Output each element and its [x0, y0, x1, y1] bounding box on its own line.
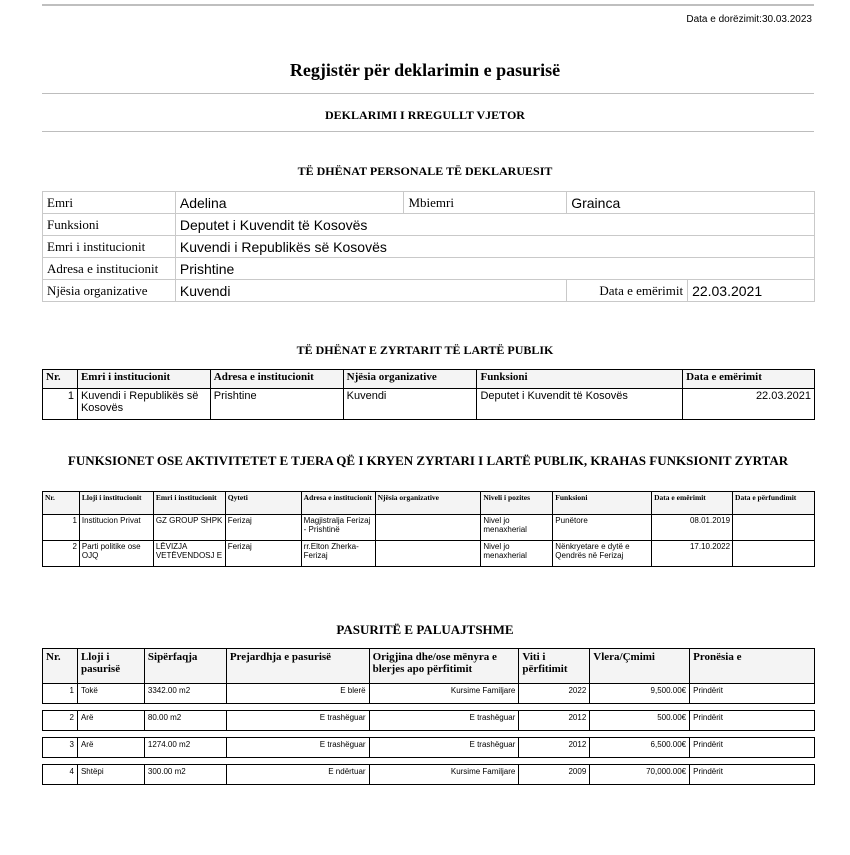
- submission-date: Data e dorëzimit:30.03.2023: [686, 14, 812, 25]
- table-cell: Nivel jo menaxherial: [481, 515, 553, 541]
- table-cell: Deputet i Kuvendit të Kosovës: [477, 389, 683, 420]
- unit-label: Njësia organizative: [43, 280, 176, 302]
- table-row: [43, 765, 815, 785]
- last-name-label: Mbiemri: [404, 192, 567, 214]
- column-header: Adresa e institucionit: [301, 492, 375, 515]
- table-cell: Magjistralja Ferizaj - Prishtinë: [301, 515, 375, 541]
- table-cell: 80.00 m2: [144, 711, 226, 731]
- table-cell: 2: [43, 541, 80, 567]
- table-cell: E trashëguar: [226, 738, 369, 758]
- column-header: Pronësia e: [690, 649, 815, 684]
- table-cell: 08.01.2019: [652, 515, 733, 541]
- column-header: Vlera/Çmimi: [590, 649, 690, 684]
- table-cell: 17.10.2022: [652, 541, 733, 567]
- column-header: Nr.: [43, 649, 78, 684]
- column-header: Njësia organizative: [343, 370, 477, 389]
- divider: [42, 131, 814, 132]
- address-label: Adresa e institucionit: [43, 258, 176, 280]
- unit-value: Kuvendi: [175, 280, 566, 302]
- table-cell: 1: [43, 684, 78, 704]
- table-cell: Kursime Familjare: [369, 765, 519, 785]
- table-cell: [375, 515, 481, 541]
- table-cell: E trashëguar: [369, 711, 519, 731]
- table-cell: Kuvendi i Republikës së Kosovës: [77, 389, 210, 420]
- column-header: Njësia organizative: [375, 492, 481, 515]
- last-name-value: Grainca: [567, 192, 815, 214]
- table-cell: 1: [43, 389, 78, 420]
- personal-section-title: TË DHËNAT PERSONALE TË DEKLARUESIT: [297, 164, 553, 178]
- activities-section-title: FUNKSIONET OSE AKTIVITETET E TJERA QË I KRYEN ZYRTARI I LARTË PUBLIK, KRAHAS FUNKSIONIT ZYRTAR: [67, 453, 789, 468]
- column-header: Prejardhja e pasurisë: [226, 649, 369, 684]
- column-header: Emri i institucionit: [77, 370, 210, 389]
- column-header: Qyteti: [225, 492, 301, 515]
- function-label: Funksioni: [43, 214, 176, 236]
- table-cell: E trashëguar: [226, 711, 369, 731]
- column-header: Funksioni: [553, 492, 652, 515]
- column-header: Data e emërimit: [683, 370, 815, 389]
- table-row: [43, 711, 815, 731]
- table-cell: 300.00 m2: [144, 765, 226, 785]
- table-cell: 1274.00 m2: [144, 738, 226, 758]
- table-cell: E blerë: [226, 684, 369, 704]
- table-cell: Nivel jo menaxherial: [481, 541, 553, 567]
- column-header: Nr.: [43, 370, 78, 389]
- first-name-value: Adelina: [175, 192, 404, 214]
- official-table: [42, 369, 815, 420]
- table-cell: Institucion Privat: [79, 515, 153, 541]
- table-cell: 70,000.00€: [590, 765, 690, 785]
- table-cell: Nënkryetare e dytë e Qendrës në Ferizaj: [553, 541, 652, 567]
- table-cell: [733, 541, 815, 567]
- table-cell: 6,500.00€: [590, 738, 690, 758]
- top-border: [42, 4, 814, 6]
- institution-value: Kuvendi i Republikës së Kosovës: [175, 236, 814, 258]
- table-cell: Prishtine: [210, 389, 343, 420]
- table-cell: 9,500.00€: [590, 684, 690, 704]
- column-header: Niveli i pozites: [481, 492, 553, 515]
- table-cell: Kuvendi: [343, 389, 477, 420]
- table-cell: Prindërit: [690, 684, 815, 704]
- column-header: Viti i përfitimit: [519, 649, 590, 684]
- column-header: Nr.: [43, 492, 80, 515]
- activities-table: [42, 491, 815, 567]
- column-header: Adresa e institucionit: [210, 370, 343, 389]
- table-row: [43, 541, 815, 567]
- table-cell: Kursime Familjare: [369, 684, 519, 704]
- table-row: [43, 738, 815, 758]
- table-cell: Parti politike ose OJQ: [79, 541, 153, 567]
- table-cell: 22.03.2021: [683, 389, 815, 420]
- table-cell: Arë: [77, 738, 144, 758]
- table-row: [43, 684, 815, 704]
- table-cell: E trashëguar: [369, 738, 519, 758]
- appointment-label: Data e emërimit: [567, 280, 688, 302]
- table-cell: LËVIZJA VETËVENDOSJ E: [153, 541, 225, 567]
- appointment-value: 22.03.2021: [688, 280, 815, 302]
- declaration-type: DEKLARIMI I RREGULLT VJETOR: [325, 108, 525, 122]
- table-cell: 2012: [519, 738, 590, 758]
- table-cell: Prindërit: [690, 765, 815, 785]
- table-row: [43, 389, 815, 420]
- column-header: Emri i institucionit: [153, 492, 225, 515]
- table-cell: Prindërit: [690, 711, 815, 731]
- official-section-title: TË DHËNAT E ZYRTARIT TË LARTË PUBLIK: [296, 343, 554, 357]
- table-cell: Tokë: [77, 684, 144, 704]
- page-title: Regjistër për deklarimin e pasurisë: [289, 60, 561, 80]
- table-cell: 2022: [519, 684, 590, 704]
- column-header: Data e përfundimit: [733, 492, 815, 515]
- first-name-label: Emri: [43, 192, 176, 214]
- address-value: Prishtine: [175, 258, 814, 280]
- table-cell: [375, 541, 481, 567]
- table-cell: 3: [43, 738, 78, 758]
- column-header: Data e emërimit: [652, 492, 733, 515]
- table-cell: 2009: [519, 765, 590, 785]
- personal-data-table: [42, 191, 815, 302]
- function-value: Deputet i Kuvendit të Kosovës: [175, 214, 814, 236]
- table-cell: Shtëpi: [77, 765, 144, 785]
- table-cell: Prindërit: [690, 738, 815, 758]
- table-cell: 500.00€: [590, 711, 690, 731]
- table-cell: Arë: [77, 711, 144, 731]
- property-section-title: PASURITË E PALUAJTSHME: [336, 622, 514, 637]
- divider: [42, 93, 814, 94]
- table-cell: 4: [43, 765, 78, 785]
- property-table: [42, 648, 815, 785]
- table-cell: 1: [43, 515, 80, 541]
- table-cell: E ndërtuar: [226, 765, 369, 785]
- table-cell: rr.Elton Zherka-Ferizaj: [301, 541, 375, 567]
- column-header: Funksioni: [477, 370, 683, 389]
- table-cell: GZ GROUP SHPK: [153, 515, 225, 541]
- column-header: Origjina dhe/ose mënyra e blerjes apo përfitimit: [369, 649, 519, 684]
- table-cell: 2: [43, 711, 78, 731]
- table-cell: Ferizaj: [225, 515, 301, 541]
- table-cell: [733, 515, 815, 541]
- column-header: Lloji i pasurisë: [77, 649, 144, 684]
- table-cell: Punëtore: [553, 515, 652, 541]
- column-header: Lloji i institucionit: [79, 492, 153, 515]
- table-cell: 2012: [519, 711, 590, 731]
- table-cell: Ferizaj: [225, 541, 301, 567]
- institution-label: Emri i institucionit: [43, 236, 176, 258]
- table-cell: 3342.00 m2: [144, 684, 226, 704]
- table-row: [43, 515, 815, 541]
- column-header: Sipërfaqja: [144, 649, 226, 684]
